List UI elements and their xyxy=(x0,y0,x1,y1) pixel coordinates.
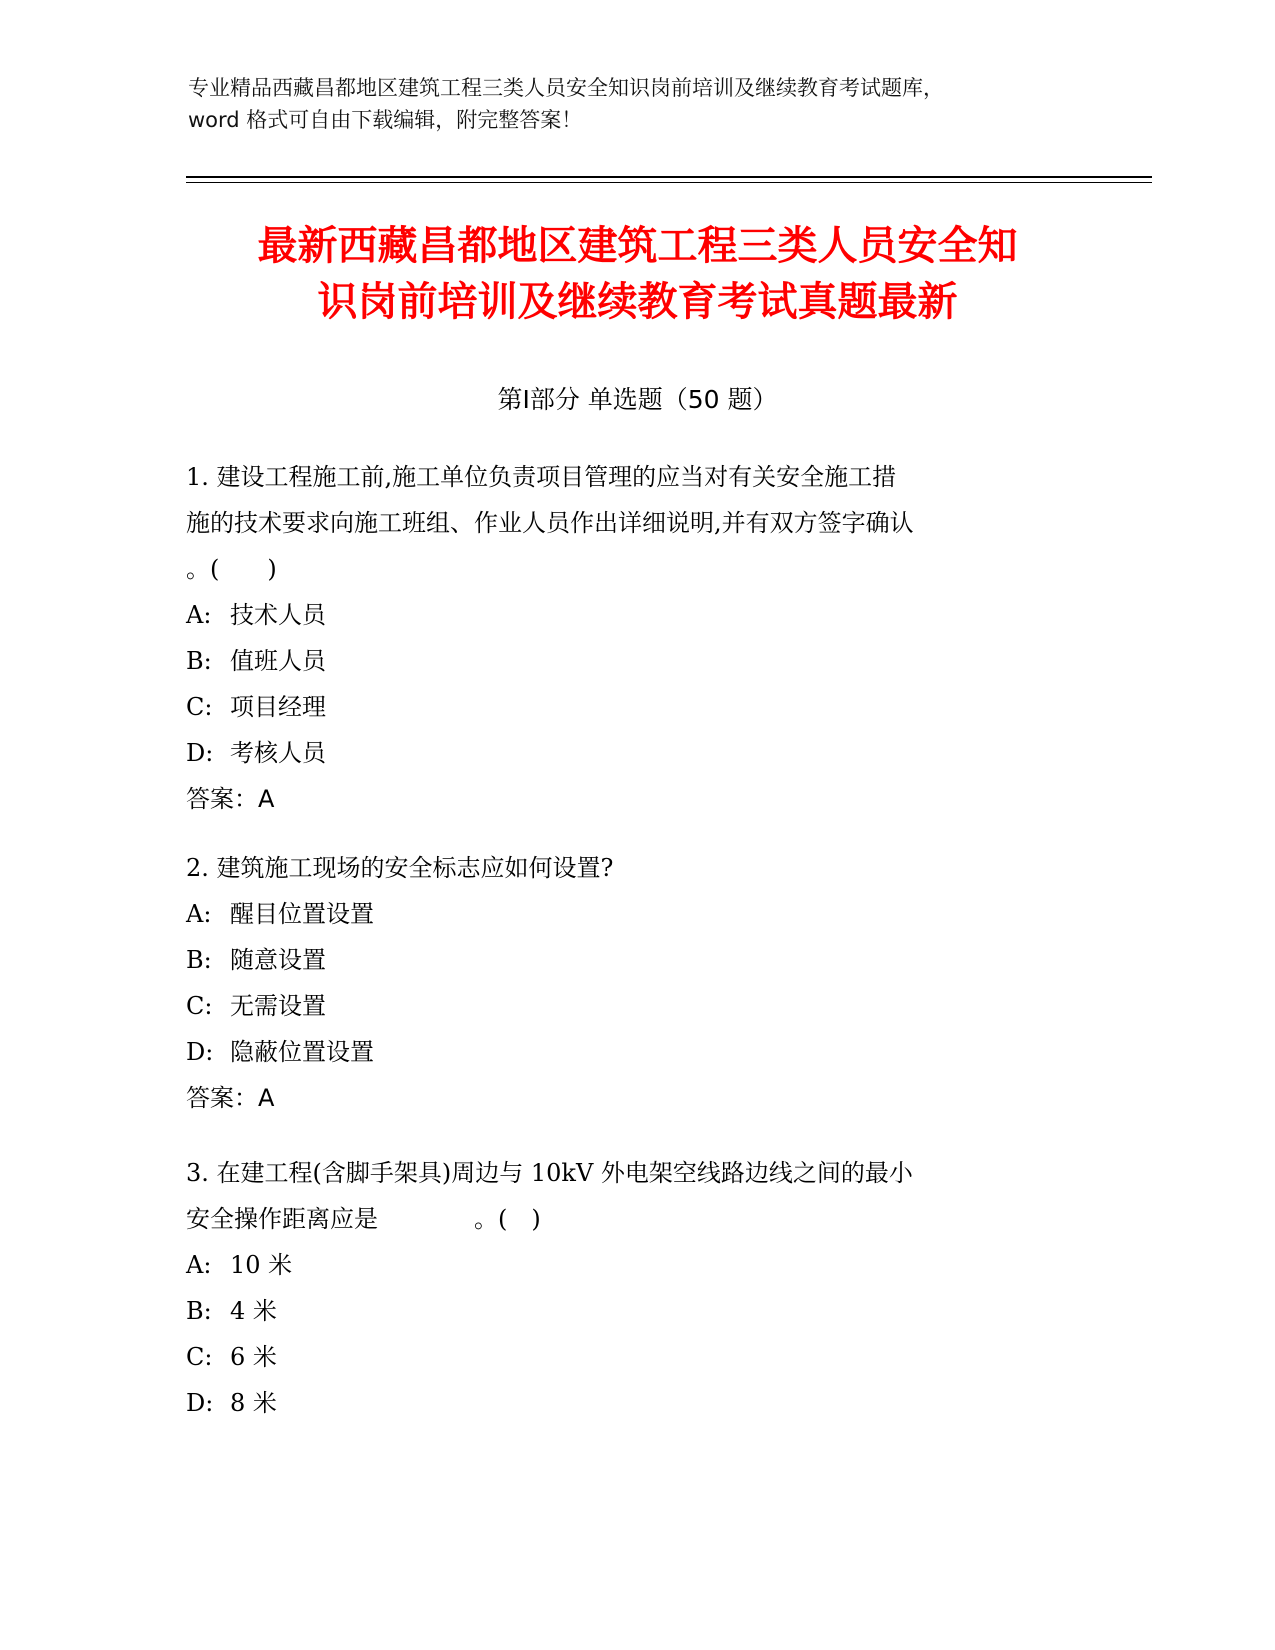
option-letter: D: xyxy=(186,1038,214,1066)
option-letter: A: xyxy=(186,900,212,928)
question-1-answer: 答案：A xyxy=(186,785,275,813)
option-text: 10 米 xyxy=(230,1251,293,1279)
question-2-answer: 答案：A xyxy=(186,1084,275,1112)
option-letter: D: xyxy=(186,739,214,767)
question-3-stem-line2 xyxy=(186,1196,1086,1242)
header-divider-thin xyxy=(186,182,1152,183)
question-3-option-a xyxy=(186,1242,1086,1288)
option-letter: A: xyxy=(186,601,212,629)
option-text: 无需设置 xyxy=(230,992,326,1020)
option-letter: C: xyxy=(186,992,213,1020)
question-2-stem-line1: 2. 建筑施工现场的安全标志应如何设置? xyxy=(186,854,614,882)
option-letter: D: xyxy=(186,1389,214,1417)
question-2-option-c xyxy=(186,983,1086,1029)
question-3-stem-text: 安全操作距离应是 xyxy=(186,1205,378,1233)
question-1-option-b xyxy=(186,638,1086,684)
question-3 xyxy=(186,1150,1086,1426)
header-note xyxy=(188,72,1088,136)
question-1 xyxy=(186,454,1086,822)
option-text: 隐蔽位置设置 xyxy=(230,1038,374,1066)
question-1-stem-line3: 。( ) xyxy=(186,555,277,583)
option-text: 技术人员 xyxy=(230,601,326,629)
option-text: 6 米 xyxy=(230,1343,277,1371)
option-letter: C: xyxy=(186,693,213,721)
header-note-line2: word 格式可自由下载编辑，附完整答案！ xyxy=(188,108,583,132)
option-letter: B: xyxy=(186,946,212,974)
document-title xyxy=(150,218,1125,330)
question-3-option-b xyxy=(186,1288,1086,1334)
option-text: 随意设置 xyxy=(230,946,326,974)
section-heading: 第Ⅰ部分 单选题（50 题） xyxy=(497,385,778,414)
question-1-option-d xyxy=(186,730,1086,776)
document-title-line2: 识岗前培训及继续教育考试真题最新 xyxy=(317,279,958,325)
question-1-stem-line2: 施的技术要求向施工班组、作业人员作出详细说明,并有双方签字确认 xyxy=(186,509,914,537)
option-text: 项目经理 xyxy=(230,693,326,721)
question-2-option-b xyxy=(186,937,1086,983)
option-letter: B: xyxy=(186,647,212,675)
question-1-option-a xyxy=(186,592,1086,638)
question-3-option-d xyxy=(186,1380,1086,1426)
header-divider-thick xyxy=(186,176,1152,178)
question-3-stem-tail: 。( ) xyxy=(474,1205,541,1233)
question-1-option-c xyxy=(186,684,1086,730)
option-letter: C: xyxy=(186,1343,213,1371)
question-3-option-c xyxy=(186,1334,1086,1380)
question-1-stem-line1: 1. 建设工程施工前,施工单位负责项目管理的应当对有关安全施工措 xyxy=(186,463,897,491)
document-title-line1: 最新西藏昌都地区建筑工程三类人员安全知 xyxy=(257,223,1018,269)
header-note-line1: 专业精品西藏昌都地区建筑工程三类人员安全知识岗前培训及继续教育考试题库， xyxy=(188,76,944,100)
option-text: 考核人员 xyxy=(230,739,326,767)
option-text: 醒目位置设置 xyxy=(230,900,374,928)
option-text: 值班人员 xyxy=(230,647,326,675)
question-2-option-a xyxy=(186,891,1086,937)
question-3-stem-line1: 3. 在建工程(含脚手架具)周边与 10kV 外电架空线路边线之间的最小 xyxy=(186,1159,913,1187)
question-2 xyxy=(186,845,1086,1121)
option-letter: A: xyxy=(186,1251,212,1279)
question-2-option-d xyxy=(186,1029,1086,1075)
option-text: 4 米 xyxy=(230,1297,277,1325)
option-text: 8 米 xyxy=(230,1389,277,1417)
option-letter: B: xyxy=(186,1297,212,1325)
